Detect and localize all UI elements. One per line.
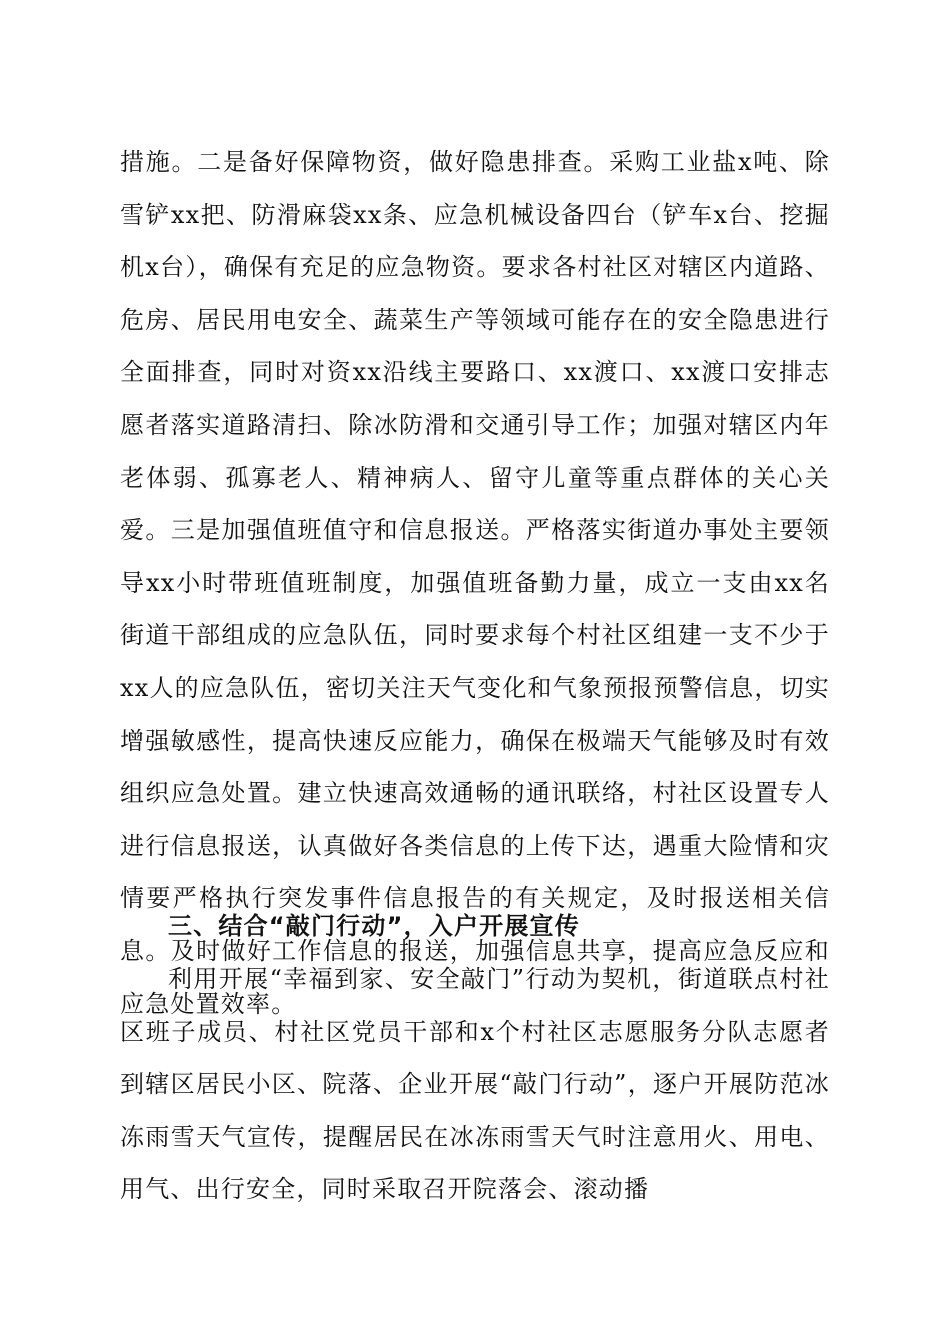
- section-heading: 三、结合“敲门行动”，入户开展宣传: [168, 912, 580, 940]
- body-paragraph-1: 措施。二是备好保障物资，做好隐患排查。采购工业盐x吨、除雪铲xx把、防滑麻袋xx条、应急机械设备四台（铲车x台、挖掘机x台），确保有充足的应急物资。要求各村社区对辖区内道路、危房、居民用电安全、蔬菜生产等领域可能存在的安全隐患进行全面排查，同时对资xx沿线主要路口、xx渡口、xx渡口安排志愿者落实道路清扫、除冰防滑和交通引导工作；加强对辖区内年老体弱、孤寡老人、精神病人、留守儿童等重点群体的关心关爱。三是加强值班值守和信息报送。严格落实街道办事处主要领导xx小时带班值班制度，加强值班备勤力量，成立一支由xx名街道干部组成的应急队伍，同时要求每个村社区组建一支不少于xx人的应急队伍，密切关注天气变化和气象预报预警信息，切实增强敏感性，提高快速反应能力，确保在极端天气能够及时有效组织应急处置。建立快速高效通畅的通讯联络，村社区设置专人进行信息报送，认真做好各类信息的上传下达，遇重大险情和灾情要严格执行突发事件信息报告的有关规定，及时报送相关信息。及时做好工作信息的报送，加强信息共享，提高应急反应和应急处置效率。: [120, 148, 830, 1018]
- body-paragraph-2: 利用开展“幸福到家、安全敲门”行动为契机，街道联点村社区班子成员、村社区党员干部和x个村社区志愿服务分队志愿者到辖区居民小区、院落、企业开展“敲门行动”，逐户开展防范冰冻雨雪天气宣传，提醒居民在冰冻雨雪天气时注意用火、用电、用气、出行安全，同时采取召开院落会、滚动播: [120, 965, 830, 1204]
